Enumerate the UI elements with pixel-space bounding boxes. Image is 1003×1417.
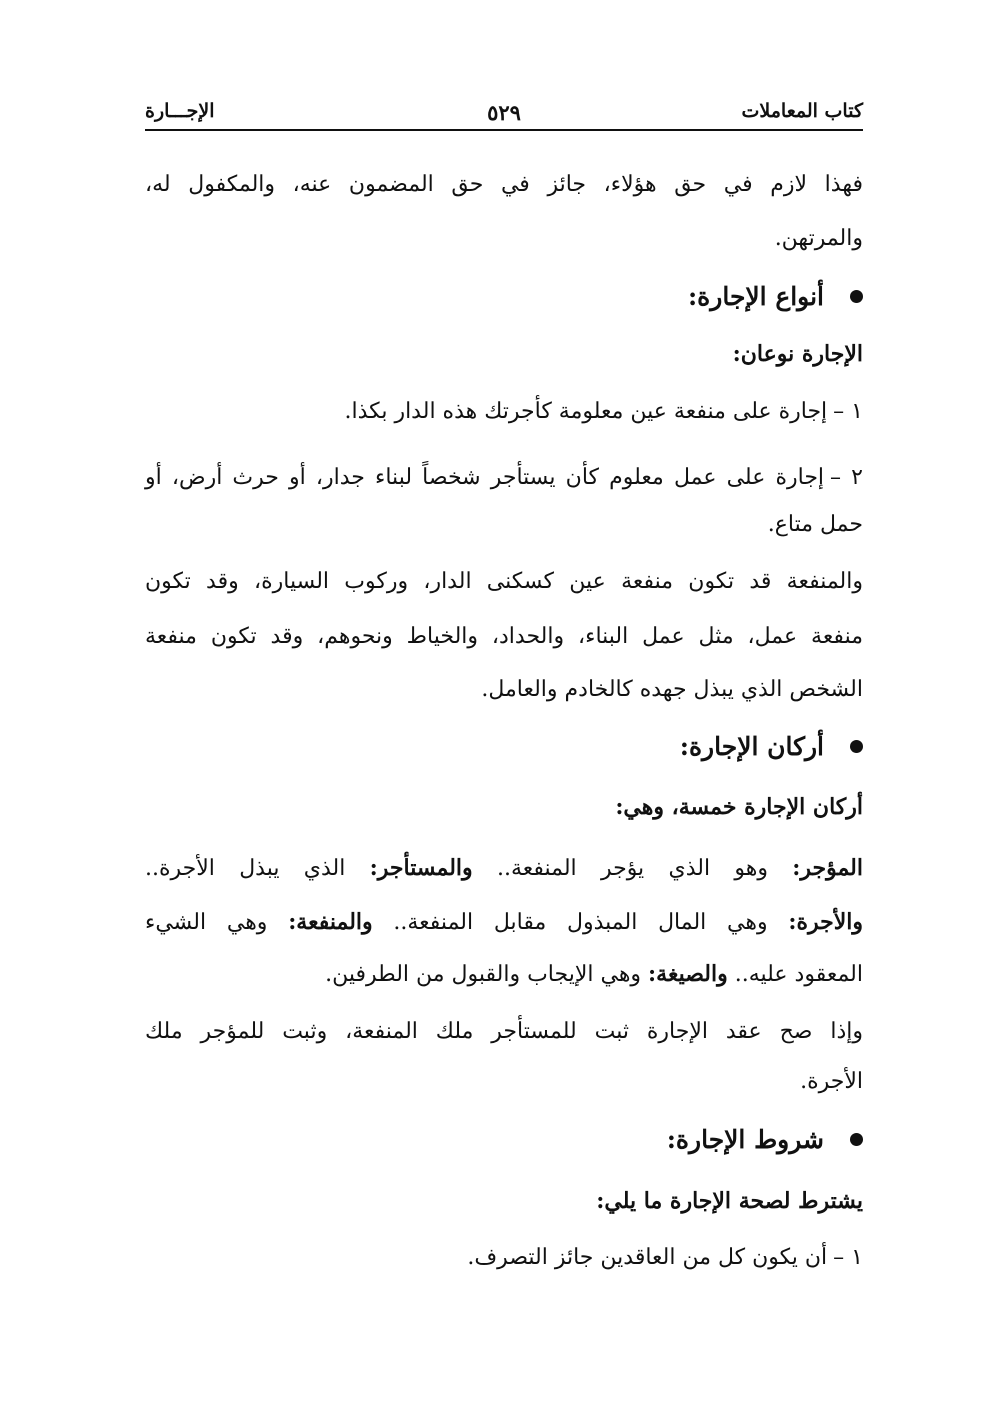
bullet-icon <box>850 290 863 303</box>
term-definition: وهي المال المبذول مقابل المنفعة.. <box>372 910 789 935</box>
term-definition: وهي الإيجاب والقبول من الطرفين. <box>325 962 649 987</box>
paragraph-line: حمل متاع. <box>767 512 863 537</box>
page-number: ٥٢٩ <box>487 100 521 125</box>
paragraph-line: الأجرة. <box>800 1069 863 1094</box>
chapter-title: الإجـــارة <box>145 100 215 122</box>
term-definition: المعقود عليه.. <box>727 962 863 987</box>
list-text: إجارة على منفعة عين معلومة كأجرتك هذه الدار بكذا. <box>344 399 828 424</box>
term: والأجرة: <box>788 909 864 935</box>
header-rule <box>145 129 863 131</box>
paragraph-line: منفعة عمل، مثل عمل البناء، والحداد، والخياط ونحوهم، وقد تكون منفعة <box>145 624 863 649</box>
list-text: إجارة على عمل معلوم كأن يستأجر شخصاً لبناء جدار، أو حرث أرض، أو <box>145 465 825 490</box>
bullet-icon <box>850 740 863 753</box>
list-item <box>145 392 863 432</box>
list-text: أن يكون كل من العاقدين جائز التصرف. <box>467 1245 828 1270</box>
section-heading-conditions <box>145 1120 863 1160</box>
list-item <box>145 1238 863 1278</box>
list-number: ١ – <box>833 1245 863 1270</box>
list-number: ١ – <box>833 399 863 424</box>
paragraph-line: والمنفعة قد تكون منفعة عين كسكنى الدار، وركوب السيارة، وقد تكون <box>145 569 863 594</box>
term: والصيغة: <box>648 961 728 987</box>
heading-text: شروط الإجارة: <box>666 1125 824 1154</box>
paragraph-line: وإذا صح عقد الإجارة ثبت للمستأجر ملك المنفعة، وثبت للمؤجر ملك <box>145 1019 863 1044</box>
section-heading-pillars <box>145 727 863 767</box>
section-heading-types <box>145 277 863 317</box>
heading-text: أركان الإجارة: <box>679 732 824 761</box>
term-definition: الذي يبذل الأجرة.. <box>145 856 370 881</box>
list-item <box>145 458 863 498</box>
heading-text: أنواع الإجارة: <box>687 282 824 311</box>
term-definition: وهي الشيء <box>145 910 289 935</box>
subheading: أركان الإجارة خمسة، وهي: <box>615 794 863 820</box>
paragraph-line <box>145 902 863 943</box>
term-definition: وهو الذي يؤجر المنفعة.. <box>472 856 793 881</box>
subheading: يشترط لصحة الإجارة ما يلي: <box>596 1188 863 1214</box>
term: والمنفعة: <box>288 909 373 935</box>
book-title: كتاب المعاملات <box>741 100 863 122</box>
paragraph-line: فهذا لازم في حق هؤلاء، جائز في حق المضمون عنه، والمكفول له، <box>145 172 863 197</box>
term: والمستأجر: <box>369 855 473 881</box>
paragraph-line <box>145 848 863 889</box>
list-number: ٢ – <box>830 465 863 490</box>
paragraph-line <box>145 954 863 995</box>
paragraph-line: الشخص الذي يبذل جهده كالخادم والعامل. <box>481 677 863 702</box>
bullet-icon <box>850 1133 863 1146</box>
term: المؤجر: <box>792 855 863 881</box>
subheading: الإجارة نوعان: <box>732 341 863 367</box>
running-header <box>145 96 863 130</box>
paragraph-line: والمرتهن. <box>774 226 863 251</box>
